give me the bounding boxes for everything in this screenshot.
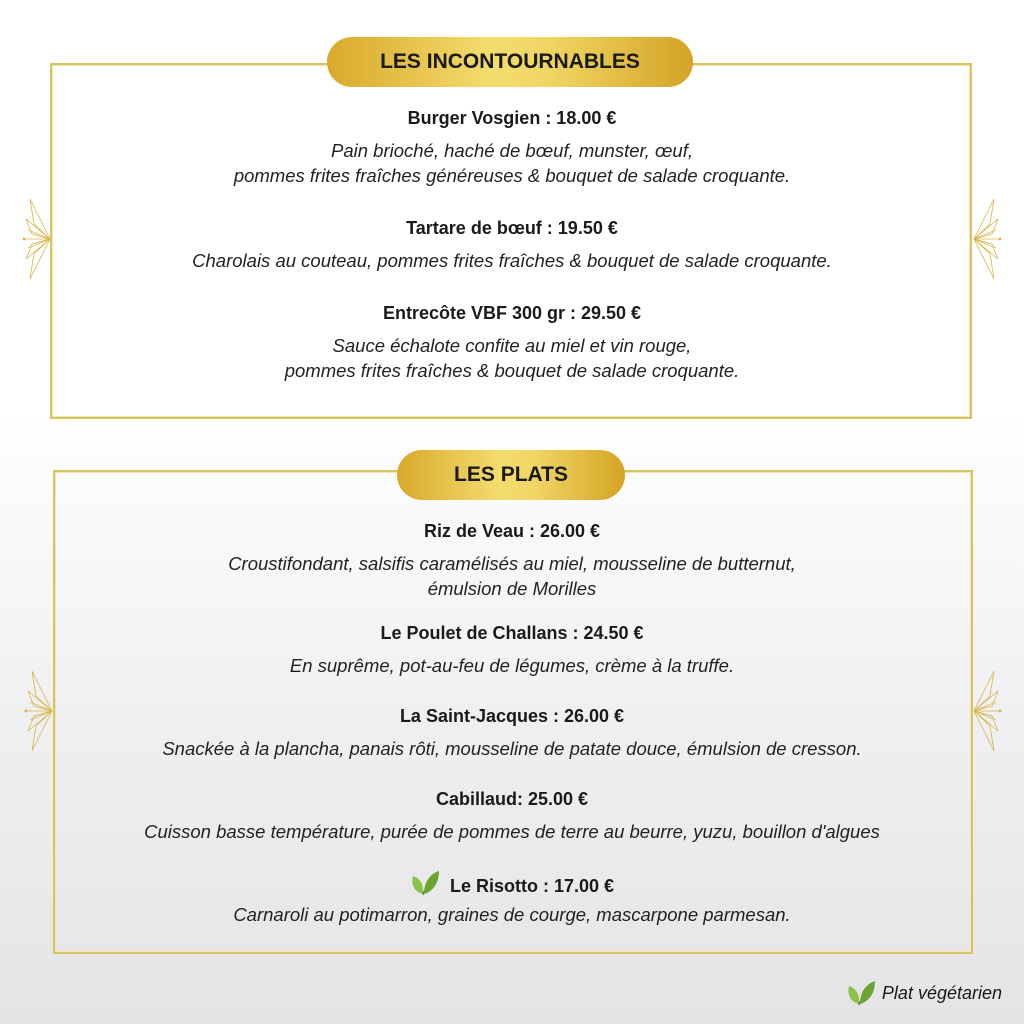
item-title-row [0,870,1024,894]
item-description [0,333,1024,383]
legend-label: Plat végétarien [881,982,1002,1003]
desc-line: pommes frites fraîches & bouquet de salade croquante. [284,360,740,381]
section-heading-incontournables: LES INCONTOURNABLES [327,37,693,87]
item-title: Le Risotto : 17.00 € [449,876,615,896]
item-description [0,248,1024,273]
menu-item [0,870,1024,927]
desc-line: Sauce échalote confite au miel et vin rouge, [332,335,692,356]
desc-line: émulsion de Morilles [427,578,597,599]
item-title: Cabillaud: 25.00 € [435,789,589,809]
vegetarian-legend [846,980,1002,1006]
item-title: La Saint-Jacques : 26.00 € [399,706,625,726]
item-description [0,653,1024,678]
menu-item [0,216,1024,273]
desc-line: En suprême, pot-au-feu de légumes, crème à la truffe. [289,655,735,676]
item-description [0,902,1024,927]
menu-item [0,704,1024,761]
item-title: Entrecôte VBF 300 gr : 29.50 € [382,303,642,323]
item-description [0,551,1024,601]
desc-line: Cuisson basse température, purée de pommes de terre au beurre, yuzu, bouillon d'algues [144,821,880,842]
desc-line: Charolais au couteau, pommes frites fraîches & bouquet de salade croquante. [192,250,832,271]
menu-item [0,621,1024,678]
item-title: Tartare de bœuf : 19.50 € [406,218,618,238]
leaf-icon [410,870,440,896]
item-title: Riz de Veau : 26.00 € [423,521,601,541]
section-heading-plats: LES PLATS [397,450,625,500]
menu-item [0,106,1024,188]
menu-item [0,787,1024,844]
desc-line: Carnaroli au potimarron, graines de courge, mascarpone parmesan. [233,904,791,925]
desc-line: Pain brioché, haché de bœuf, munster, œuf, [331,140,693,161]
desc-line: Snackée à la plancha, panais rôti, mousseline de patate douce, émulsion de cresson. [162,738,862,759]
menu-item [0,519,1024,601]
leaf-icon [846,980,876,1006]
item-description [0,138,1024,188]
desc-line: Croustifondant, salsifis caramélisés au miel, mousseline de butternut, [228,553,796,574]
item-title: Le Poulet de Challans : 24.50 € [380,623,644,643]
desc-line: pommes frites fraîches généreuses & bouquet de salade croquante. [233,165,791,186]
item-title: Burger Vosgien : 18.00 € [407,108,617,128]
menu-item [0,301,1024,383]
item-description [0,736,1024,761]
item-description [0,819,1024,844]
